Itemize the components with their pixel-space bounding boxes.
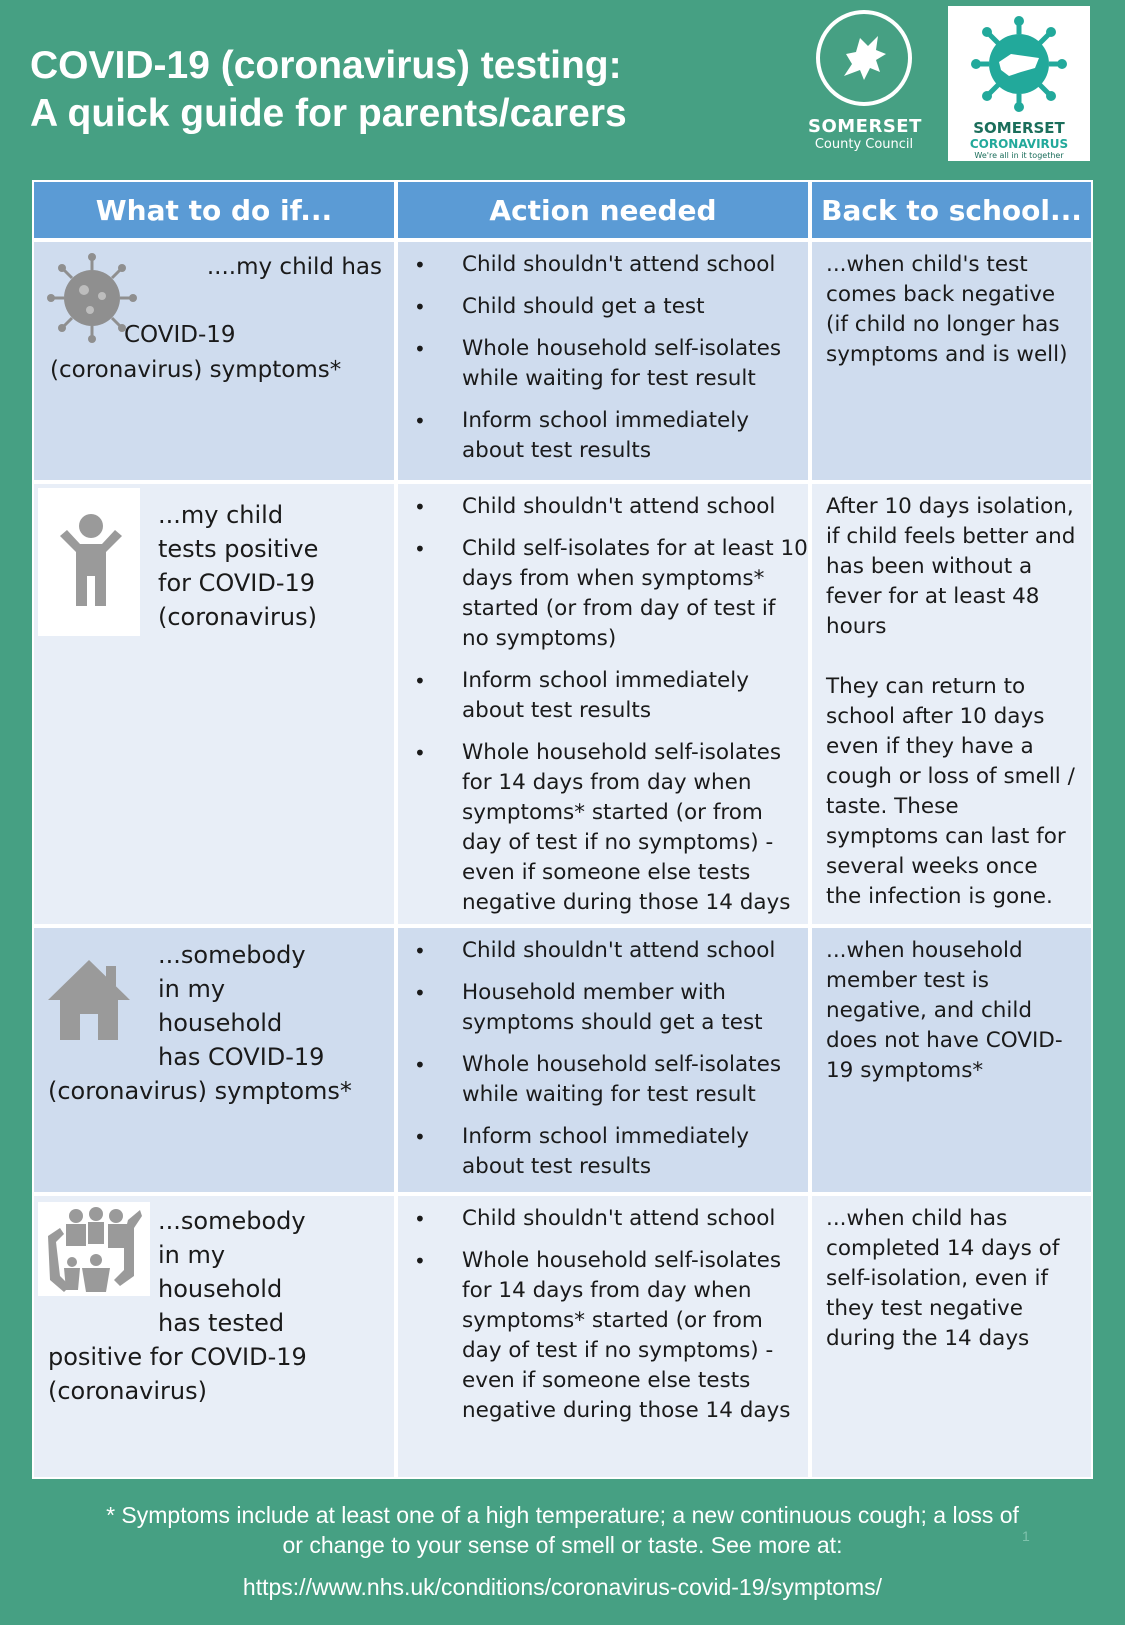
row-3-condition-line-3: household	[158, 1009, 283, 1037]
row-3-action-2: • Household member with symptoms should get a test	[398, 978, 808, 1038]
guide-table	[32, 180, 1093, 1479]
logo-sc-line3: We're all in it together	[974, 151, 1064, 160]
row-3-action-3: • Whole household self-isolates while waiting for test result	[398, 1050, 808, 1110]
row-2-action-3: • Inform school immediately about test results	[398, 666, 808, 726]
row-3-condition-line-1: ...somebody	[158, 941, 306, 969]
row-2-action-1: • Child shouldn't attend school	[398, 492, 808, 522]
row-4-back-to-school	[812, 1196, 1091, 1477]
row-1-condition-line-3: (coronavirus) symptoms*	[50, 357, 342, 383]
row-4-condition-line-1: ...somebody	[158, 1207, 306, 1235]
row-1-actions	[398, 242, 808, 480]
row-2-actions	[398, 484, 808, 924]
logo-sc-line2: CORONAVIRUS	[969, 137, 1069, 151]
row-1-back-to-school	[812, 242, 1091, 480]
row-2-action-4: • Whole household self-isolates for 14 days from day when symptoms* started (or from day of test if no symptoms) - even if someone else tests negative during those 14 days	[398, 738, 808, 918]
logo-scc-line1: SOMERSET	[808, 116, 922, 137]
row-1-action-1: • Child shouldn't attend school	[398, 250, 808, 280]
row-4-condition-line-5: positive for COVID-19	[48, 1343, 307, 1371]
row-4-condition-line-6: (coronavirus)	[48, 1377, 207, 1405]
row-2-back-to-school	[812, 484, 1091, 924]
row-3-action-4: • Inform school immediately about test results	[398, 1122, 808, 1182]
title-line-2: A quick guide for parents/carers	[30, 92, 627, 135]
child-icon	[56, 514, 126, 609]
wyvern-icon	[830, 24, 898, 92]
column-header-back-to-school: Back to school...	[812, 182, 1091, 238]
row-2-condition-line-1: ...my child	[158, 501, 284, 529]
row-3-condition-line-5: (coronavirus) symptoms*	[48, 1077, 352, 1105]
row-1-condition-line-2: COVID-19	[124, 322, 236, 348]
logo-sc-line1: SOMERSET	[973, 119, 1065, 137]
row-2-action-2: • Child self-isolates for at least 10 days from when symptoms* started (or from day of test if no symptoms)	[398, 534, 808, 654]
nhs-symptoms-link[interactable]: https://www.nhs.uk/conditions/coronavirus-covid-19/symptoms/	[242, 1574, 883, 1600]
row-4-condition	[34, 1196, 394, 1477]
row-4-condition-line-3: household	[158, 1275, 283, 1303]
page-title	[30, 42, 627, 138]
row-3-condition-line-2: in my	[158, 975, 226, 1003]
somerset-county-council-logo	[808, 10, 920, 158]
row-3-back-to-school	[812, 928, 1091, 1192]
row-4-back-text-1: ...when child has completed 14 days of self-isolation, even if they test negative during the 14 days	[826, 1206, 1060, 1351]
row-1-action-3: • Whole household self-isolates while waiting for test result	[398, 334, 808, 394]
row-2-condition-text	[158, 498, 318, 634]
row-2-back-text-2: They can return to school after 10 days even if they have a cough or loss of smell / taste. These symptoms can last for several weeks once the infection is gone.	[826, 674, 1075, 909]
row-1-condition-line-1: ....my child has	[206, 254, 382, 280]
row-4-actions	[398, 1196, 808, 1477]
row-3-condition-line-4: has COVID-19	[158, 1043, 325, 1071]
row-2-condition-line-4: (coronavirus)	[158, 603, 317, 631]
symptoms-footnote	[0, 1500, 1125, 1560]
footnote-line-2: or change to your sense of smell or taste. See more at:	[282, 1532, 843, 1558]
row-1-back-text-1: ...when child's test comes back negative (if child no longer has symptoms and is well)	[826, 252, 1068, 367]
house-icon	[46, 956, 132, 1042]
row-3-action-1: • Child shouldn't attend school	[398, 936, 808, 966]
row-2-condition-line-3: for COVID-19	[158, 569, 316, 597]
footnote-line-1: * Symptoms include at least one of a high temperature; a new continuous cough; a loss of	[106, 1502, 1019, 1528]
row-4-action-2: • Whole household self-isolates for 14 days from day when symptoms* started (or from day of test if no symptoms) - even if someone else tests negative during those 14 days	[398, 1246, 808, 1426]
row-4-condition-text-a	[158, 1204, 306, 1340]
virus-map-icon	[969, 14, 1069, 114]
row-1-action-4: • Inform school immediately about test results	[398, 406, 808, 466]
page-number: 1	[1022, 1528, 1030, 1544]
row-4-condition-line-4: has tested	[158, 1309, 285, 1337]
row-1-condition	[34, 242, 394, 480]
column-header-what-to-do: What to do if...	[34, 182, 394, 238]
row-4-action-1: • Child shouldn't attend school	[398, 1204, 808, 1234]
row-3-condition	[34, 928, 394, 1192]
row-4-condition-text-b	[48, 1340, 307, 1408]
logo-scc-line2: County Council	[814, 137, 914, 152]
row-3-back-text-1: ...when household member test is negative, and child does not have COVID-19 symptoms*	[826, 938, 1063, 1083]
column-header-action-needed: Action needed	[398, 182, 808, 238]
row-3-actions	[398, 928, 808, 1192]
row-3-condition-text-a	[158, 938, 324, 1074]
family-icon	[44, 1206, 144, 1294]
row-1-action-2: • Child should get a test	[398, 292, 808, 322]
title-line-1: COVID-19 (coronavirus) testing:	[30, 44, 622, 87]
somerset-coronavirus-logo	[948, 6, 1090, 161]
row-2-condition	[34, 484, 394, 924]
row-2-back-text-1: After 10 days isolation, if child feels better and has been without a fever for at least 48 hours	[826, 494, 1076, 639]
row-2-condition-line-2: tests positive	[158, 535, 319, 563]
row-4-condition-line-2: in my	[158, 1241, 226, 1269]
